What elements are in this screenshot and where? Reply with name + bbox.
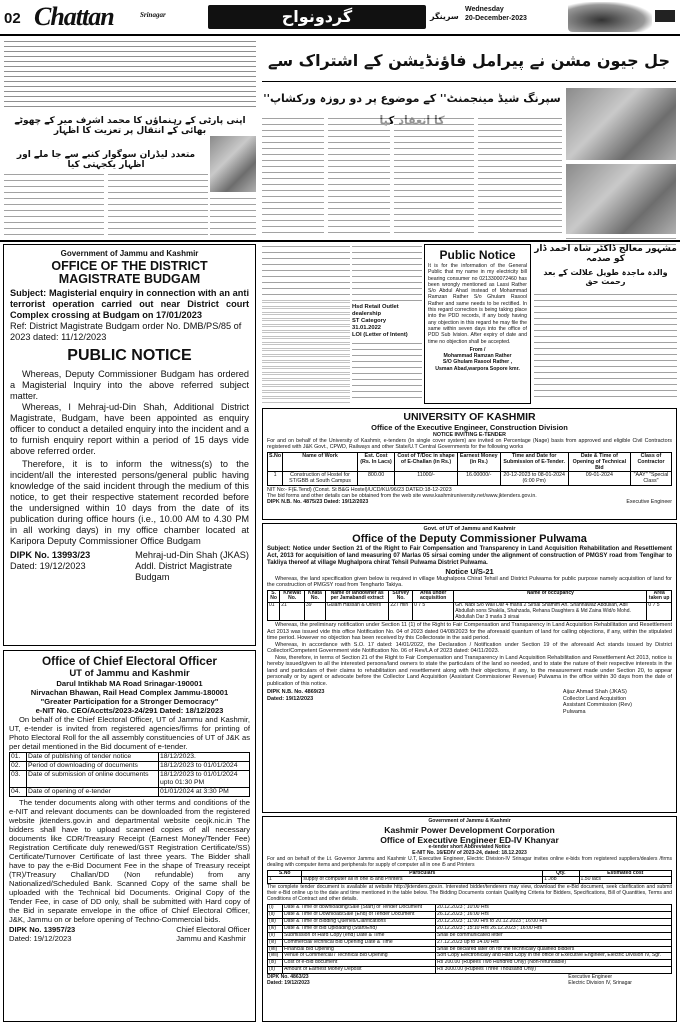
- left-headline: اپنی پارٹی کے رہنماؤں کا محمد اشرف میر کے چھوٹے بھائی کے انتقال پر تعزیت کا اظہار: [14, 116, 246, 136]
- notice-title: Public Notice: [439, 248, 516, 262]
- page-number: 02: [4, 10, 21, 27]
- news-column: [394, 116, 474, 234]
- row-number: (vi): [268, 939, 283, 946]
- news-column: [4, 40, 256, 110]
- table-row: [10, 762, 250, 771]
- table-cell: 1.50 lacs: [579, 877, 671, 884]
- row-number: 04.: [10, 788, 27, 797]
- row-item: Cost of e-Bid document: [283, 960, 436, 967]
- column-header: Particulars: [302, 870, 543, 877]
- signature-block: Aijaz Ahmad Shah (JKAS) Collector Land Acquisition Assistant Commission (Rev) Pulwama: [562, 689, 632, 715]
- table-cell: 01: [268, 603, 280, 621]
- table-cell: "AAY" "Special Class": [630, 472, 671, 485]
- column-header: Area under acquisition: [413, 590, 454, 603]
- schedule-table: [267, 904, 672, 974]
- row-item: Commercial/Technical Bid Opening Date & Time: [283, 939, 436, 946]
- table-cell: 09-01-2024: [568, 472, 630, 485]
- row-item: Period of downloading of documents: [27, 762, 159, 771]
- portrait-photo: [210, 136, 256, 192]
- row-number: (iv): [268, 925, 283, 932]
- row-value: Shall be declared later on for the technically qualified bidders: [436, 946, 672, 953]
- workshop-photo: [566, 88, 676, 160]
- column-header: Name of Work: [283, 452, 358, 472]
- column-header: Class of Contractor: [630, 452, 671, 472]
- table-cell: 0 7 5: [647, 603, 672, 621]
- table-row: [268, 939, 672, 946]
- dipk-number: DIPK No. 4863/23 Dated: 19/12/2023: [267, 974, 310, 987]
- row-number: (x): [268, 967, 283, 974]
- row-value: Rs 200.00 (Rupees Two Hundred Only) (Non-refundable): [436, 960, 672, 967]
- row-item: Submission of Hard Copy (end) Date & Time: [283, 932, 436, 939]
- row-item: Date of opening of e-tender: [27, 788, 159, 797]
- public-notice-small: Public Notice It is for the information of the General Public that my name in my electricity bill bearing consumer no 0213300072460 has been wrongly mentioned as Lassi Rather S/o Abdul Ahad instead of Mohammad Ramzan Rather S/o Ghulam Rasool Rather and same needs to be rectified. In this regard correction is being taking place into the PDD records, if any body having any objection in this regard he may file the same within seven days into the office of PDD Sub Ivision. After expiry of date and time no objection shall be accepted. From / Mohammad Ramzan Rather S/O Ghulam Rasool Rather , Usman Abad,warpora Sopore kmr.: [424, 244, 531, 404]
- signature-block: Executive Engineer Electric Division IV, Srinagar: [568, 974, 632, 987]
- column-header: S.No: [268, 452, 283, 472]
- row-item: Date of publishing of tender notice: [27, 753, 159, 762]
- news-column: [328, 116, 390, 234]
- row-value: 18/12/2023 to 01/01/2024: [159, 762, 250, 771]
- dated: Dated: 19/12/2023: [9, 934, 72, 943]
- table-row: [10, 771, 250, 788]
- masthead: [0, 0, 680, 36]
- issue-date: 20-December-2023: [465, 15, 527, 22]
- enit-number: e-NIT No. CEO/Acctts/2023-24/291 Dated: 18/12/2023: [35, 706, 224, 715]
- section-title: گردونواح: [281, 7, 353, 26]
- table-row: [10, 753, 250, 762]
- notice-label: Notice U/S-21: [445, 566, 494, 576]
- para: Therefore, it is to inform the witness(s) to the incident/all the interested persons/general public having knowledge of the said incident through the medium of this notice, to get their respective statement recorded before the undersigned within 10 days from the date of its publication during office hours (i.e., 10.00 AM to 4.30 PM in all working days) in my office chamber located at Karipora Deputy Commissioner Office Budgam: [10, 459, 249, 546]
- table-cell: 0 7 5: [413, 603, 454, 621]
- row-number: (iii): [268, 918, 283, 925]
- table-cell: 800.00: [357, 472, 394, 485]
- table-cell: 21: [280, 603, 305, 621]
- body-text: The tender documents along with other terms and conditions of the e-NIT and relevant documents can be downloaded from the registered website jktenders.gov.in and departmental website ceojk.nic.in The bidders shall have to upload scanned copies of all necessary documents like CDR/Treasury Receipt (Earnest Money/Tender Fee) Registration Certificate duly renewed/GST Registration Certificate/SS) Certificate/Turnover Certificate of last three years. The Bidder shall have to pay the e-Bid Document Fee in the shape of Treasury receipt (TR)/Treasury Challan/DD (Non refundable) from any Nationalized/Scheduled Bank. Scanned Copy of the same shall be uploaded with the Technical bid Documents. Original Copy of the Tender Fee, in case of DD only, shall be submitted with Hard copy of the Bid in separate envelope in the office of Chief Electoral Officer, J&K, Jammu on or before opening of Techno-Commercial bids.: [9, 798, 250, 924]
- notice-kashmir-university: [262, 408, 677, 520]
- event-photo: [566, 164, 676, 234]
- column-header: Est. Cost (Rs. In Lacs): [357, 452, 394, 472]
- para: Whereas, the preliminary notification under Section 11 (1) of the Right to Fair Compensation and Transparency in Land Acquisition Rehabilitation and Resettlement Act 2013 was issued vide this office Notification No. 04 of 2023 dated 04/08/2023 for the aforesaid quantum of land for calling objections, if any, within the stipulated time period. However no objection has been received by this Collectorate in the said period.: [267, 622, 672, 642]
- row-number: 01.: [10, 753, 27, 762]
- office-title: OFFICE OF THE DISTRICT MAGISTRATE BUDGAM: [51, 259, 208, 286]
- sub-headline: ''سپرنگ شیڈ مینجمنٹ'' کے موضوع پر دو روزہ ورکشاپ: [263, 92, 561, 105]
- table-cell: 227 min: [389, 603, 413, 621]
- univ-sub: Office of the Executive Engineer, Construction Division: [371, 423, 568, 432]
- news-column: [210, 196, 256, 236]
- row-value: 27.12.2023 up to 14.00 Hrs: [436, 939, 672, 946]
- row-value: Rs 3000.00 (Rupees Three Thousand Only): [436, 967, 672, 974]
- urdu-logo: [568, 2, 652, 32]
- hsd-notice: Hsd Retail Outlet dealership ST Category 31.01.2022 LOI (Letter of Intent): [352, 244, 422, 404]
- corp-title: Kashmir Power Development Corporation: [384, 824, 555, 835]
- office-title: Office of Executive Engineer ED-IV Khanyar: [380, 834, 559, 845]
- row-value: 20.12.2023 ; 10:00 Hrs: [436, 905, 672, 912]
- body-text: The complete tender document is available at website http://jktenders.gov.in. Interested bidder/tenderers may view, download the e-Bid document, seek clarification and submit their e-Bid online up to the date and time mentioned in the table below. The Bidding Documents contain Qualifying Criteria for Bidders, Specifications, Bill of Quantities, Terms and Conditions of Contract and other details.: [267, 884, 672, 903]
- obituary: [534, 244, 677, 404]
- row-item: Venue of Commercial / Technical Bid Opening: [283, 953, 436, 960]
- row-number: 02.: [10, 762, 27, 771]
- bid-info: The bid forms and other details can be obtained from the web site www.kashmiruniversity.net/www.jktenders.gov.in.: [267, 492, 537, 499]
- para: Whereas, the land specification given below is required in village Mughalpora Chirat Tehsil and District Pulwama for public purpose namely acquisition of land for the construction of PMGSY road from Tengharto Takiya.: [267, 575, 672, 588]
- dipk-number: DIPK N.B. No. 4869/23 Dated: 19/12/2023: [267, 689, 325, 702]
- row-value: 26.12.2023 ; 16:00 Hrs: [436, 911, 672, 918]
- table-cell: Gulam Hassan & Others: [325, 603, 389, 621]
- main-headline: جل جیون مشن نے پیرامل فاؤنڈیشن کے اشتراک سے: [262, 40, 676, 82]
- column-header: S. No: [268, 590, 280, 603]
- notice-sub: e-tender short Abbreviated Notice: [428, 843, 511, 850]
- notice-title: PUBLIC NOTICE: [67, 347, 192, 364]
- gov-line: Govt. of UT of Jammu and Kashmir: [423, 526, 516, 532]
- works-table: [267, 452, 672, 486]
- row-value: Soft Copy Electronically and Hard Copy in the office of Executive Engineer, Electric Division IV, Sgr.: [436, 953, 672, 960]
- row-number: (v): [268, 932, 283, 939]
- table-cell: 1: [268, 472, 283, 485]
- address: Darul Intikhab MA Road Srinagar-190001: [56, 679, 203, 688]
- notice-body: It is for the information of the General Public that my name in my electricity bill bearing consumer no 0213300072460 has been wrongly mentioned as Lassi Rather S/o Abdul Ahad instead of Mohammad Ramzan Rather S/o Ghulam Rasool Rather and same needs to be rectified. In this regard correction is being taking place into the PDD records, if any body having any objection in this regard he may file the same within seven days into the office of PDD Sub Ivision. After expiry of date and time no objection shall be accepted.: [428, 263, 527, 345]
- signature-block: Chief Electoral Officer Jammu and Kashmir: [176, 925, 250, 943]
- urdu-notice: [262, 300, 350, 404]
- column-header: Time and Date for Submission of E-Tender.: [500, 452, 568, 472]
- table-row: [268, 967, 672, 974]
- row-number: (i): [268, 905, 283, 912]
- row-number: (vii): [268, 946, 283, 953]
- table-row: [10, 788, 250, 797]
- row-item: Date & Time of Bidding Queries/Clarifications: [283, 918, 436, 925]
- column-header: Name of landowner as per Jamabandi extract: [325, 590, 389, 603]
- column-header: Khata No.: [305, 590, 326, 603]
- table-cell: 1: [268, 877, 302, 884]
- table-cell: 39: [305, 603, 326, 621]
- signature-block: Executive Engineer: [626, 499, 672, 506]
- row-item: Amount of Earnest Money Deposit: [283, 967, 436, 974]
- news-column: [108, 172, 208, 236]
- table-cell: supply of computer all in one i5 and Printers: [302, 877, 543, 884]
- column-header: Earnest Money (in Rs.): [457, 452, 500, 472]
- notice-ceo: [3, 650, 256, 1022]
- gov-line: Government of Jammu and Kashmir: [60, 249, 199, 258]
- office-title: Office of Chief Electoral Officer: [41, 654, 218, 668]
- items-table: [267, 870, 672, 885]
- row-item: Date & Time of Download/Sale (End) of Tender Document: [283, 911, 436, 918]
- table-cell: 1 Job: [543, 877, 579, 884]
- column-header: Khewat No.: [280, 590, 305, 603]
- issue-day: Wednesday: [465, 6, 504, 13]
- row-number: (ii): [268, 911, 283, 918]
- para: Whereas, Deputy Commissioner Budgam has ordered a Magisterial Inquiry into the above referred subject matter.: [10, 369, 249, 401]
- notice-kpdc: [262, 816, 677, 1022]
- news-column: [262, 116, 324, 234]
- column-header: Cost of T/Doc in shape of E-Challan (in Rs.): [395, 452, 458, 472]
- para: Whereas, in accordance with S.O. 17 dated: 14/01/2022, the Declaration / Notification under Section 19 of the aforesaid Act stands issued by District Collector/Competent Government vide Notification No. 06 of Rev/LA of 2023 dated: 04/11/2023.: [267, 641, 672, 655]
- schedule-table: [9, 752, 250, 797]
- row-number: (viii): [268, 953, 283, 960]
- signature-block: Mehraj-ud-Din Shah (JKAS) Addl. District Magistrate Budgam: [135, 550, 249, 582]
- gov-line: UT of Jammu and Kashmir: [69, 668, 190, 679]
- motto: "Greater Participation for a Stronger Democracy": [40, 697, 219, 706]
- left-subheadline: متعدد لیڈران سوگوار کنبے سے جا ملے اور اظہار یکجہتی کیا: [16, 150, 196, 170]
- notice-dc-pulwama: [262, 523, 677, 813]
- para: Whereas, I Mehraj-ud-Din Shah, Additional District Magistrate, Budgam, have been appointed as enquiry officer to conduct a detailed enquiry into the incident and a to furnish enquiry report within a period of 15 days vide above referred order.: [10, 402, 249, 456]
- nit-number: NIT No:- F(E.Tend) (Const. St B&G Hostel)/UCD/KU/96/23 DATED:18-12-2023: [267, 486, 452, 493]
- obituary-headline: مشہور معالج ڈاکٹر شاہ احمد ڈار کو صدمہ: [534, 244, 677, 264]
- subject: Subject: Notice under Section 21 of the Right to Fair Compensation and Transparency in Land Acquisition Rehabilitation and Resettlement Act, 2013 for acquisition of land measuring 07 Marlas 05 sirsai coming under the alignment of construction of PMGSY road from Tengihar to Takliya thereof at village Mughalpora chirat Tehsil Pulwama District Pulwama.: [267, 545, 672, 566]
- row-value: 18/12/2023 to 01/01/2024 upto 01:30 PM: [159, 771, 250, 788]
- column-header: Survey No.: [389, 590, 413, 603]
- table-cell: Gh. Nabi S/o Wali Dar 4 marla 2 Sirsai Shamim Ah. Shahnawaz Abdullah, Adil Abdullah sons Shakila, Shahzada, Rehana Daughters & Md Zaina Wid/o Mohd. Abdullah Dar 3 marla 3 sirsai: [454, 603, 647, 621]
- column-header: Estimated cost: [579, 870, 671, 877]
- row-item: Date & Time of Bid Uploading (Start/End): [283, 925, 436, 932]
- table-cell: Construction of Hostel for ST/GBB at South Campus: [283, 472, 358, 485]
- row-value: 18/12/2023.: [159, 753, 250, 762]
- table-cell: 16.00000/-: [457, 472, 500, 485]
- column-header: S.No: [268, 870, 302, 877]
- nit-label: NOTICE INVITING E-TENDER: [433, 432, 506, 438]
- news-column: [4, 172, 104, 236]
- row-item: Date of submission of online documents: [27, 771, 159, 788]
- gov-line: Government of Jammu & Kashmir: [428, 818, 511, 824]
- intro: For and on behalf of the University of Kashmir, e-tenders (In single cover system) are invited on Percentage (Nage) basis from approved and eligible Civil Contractors registered with J&K Govt., CPWD, Railways and other State/U.T Central Governments for the following works: [267, 438, 672, 451]
- column-header: Name of occupancy: [454, 590, 647, 603]
- urdu-logo-tag: [655, 10, 675, 22]
- row-value: 20.12.2023 ; 11:00 Hrs to 20.12.2023 ; 16:00 Hrs: [436, 918, 672, 925]
- land-table: [267, 590, 672, 622]
- dated: Dated: 19/12/2023: [10, 561, 86, 571]
- notice-budgam: [3, 244, 256, 646]
- section-banner: [208, 5, 426, 29]
- obituary-subheadline: والدہ ماجدہ طویل علالت کے بعد رحمت حق: [543, 268, 668, 286]
- univ-title: UNIVERSITY OF KASHMIR: [403, 411, 536, 423]
- row-value: Shall be communicated letter: [436, 932, 672, 939]
- para: Now, therefore, in terms of Section 21 of the Right to Fair Compensation and Transparency in Land Acquisition Rehabilitation and Resettlement Act 2013, notice is hereby issued/given to all the interested persons/land owners to state the particulars of the land so needed, and to state the nature of their respective interests in the land and particulars of their claims to rehabilitation and resettlement along with their objections, if any, to the measurement made under Section 20, to appear personally or by agent or advocate before the Collector Land Acquisition (Assistant Commissioner Revenue) Pulwama in the office within 30 days from the date of publication of this notice.: [267, 654, 672, 687]
- ref: Ref: District Magistrate Budgam order No. DMB/PS/85 of 2023 dated: 11/12/2023: [10, 321, 242, 342]
- table-cell: 11000/-: [395, 472, 458, 485]
- section-rule: [0, 240, 680, 242]
- enit-number: E-NIT No. 16/EDIV of 2023-24, dated: 18.12.2023: [412, 849, 527, 856]
- paper-logo-sub: Srinagar: [140, 11, 166, 19]
- subject: Subject: Magisterial enquiry in connection with an anti terrorist operation carried out near District court Complex crossing at Budgam on 17/01/2023: [10, 288, 249, 320]
- address: Nirvachan Bhawan, Rail Head Complex Jammu-180001: [30, 688, 229, 697]
- intro: For and on behalf of the Lt. Governor Jammu and Kashmir U.T, Executive Engineer, Electric Division-IV Srinagar invites online e-bids from registered suppliers/dealers /firms dealing with computer items and peripherals for supply of computer all in one i5 and Printers: [267, 855, 672, 868]
- news-column: [478, 116, 562, 234]
- city-label: سرینگر: [430, 12, 459, 21]
- masthead-rule: [0, 34, 680, 36]
- intro: On behalf of the Chief Electoral Officer, UT of Jammu and Kashmir, UT, e-tender is invited from registered agencies/firms for printing of Photo Electoral Roll for the all assembly constituencies of UT of J&K as per detail mentioned in the Bid document of e-tender.: [9, 715, 250, 751]
- column-header: Area taken up: [647, 590, 672, 603]
- dipk-number: DIPK No. 13957/23: [9, 925, 76, 934]
- column-header: Qty.: [543, 870, 579, 877]
- office-title: Office of the Deputy Commissioner Pulwama: [352, 532, 587, 545]
- row-item: Financial Bid Opening: [283, 946, 436, 953]
- row-value: 20.12.2023 ; 15:10 Hrs 26.12.2023 ; 16:00 Hrs: [436, 925, 672, 932]
- paper-logo: Chattan: [34, 2, 114, 31]
- row-value: 01/01/2024 at 3:30 PM: [159, 788, 250, 797]
- column-header: Date & Time of Opening of Technical Bid: [568, 452, 630, 472]
- row-number: 03.: [10, 771, 27, 788]
- row-item: Date & Time of downloading/Sale (Start) of Tender Document: [283, 905, 436, 912]
- dipk-number: DIPK No. 13993/23: [10, 550, 91, 560]
- row-number: (ix): [268, 960, 283, 967]
- dipk-number: DIPK N.B. No. 4875/23 Dated: 19/12/2023: [267, 499, 369, 506]
- table-cell: 20-12-2023 to 08-01-2024 (6:00 Pm): [500, 472, 568, 485]
- signature-block: Mohammad Ramzan Rather S/O Ghulam Rasool Rather , Usman Abad,warpora Sopore kmr.: [435, 353, 520, 372]
